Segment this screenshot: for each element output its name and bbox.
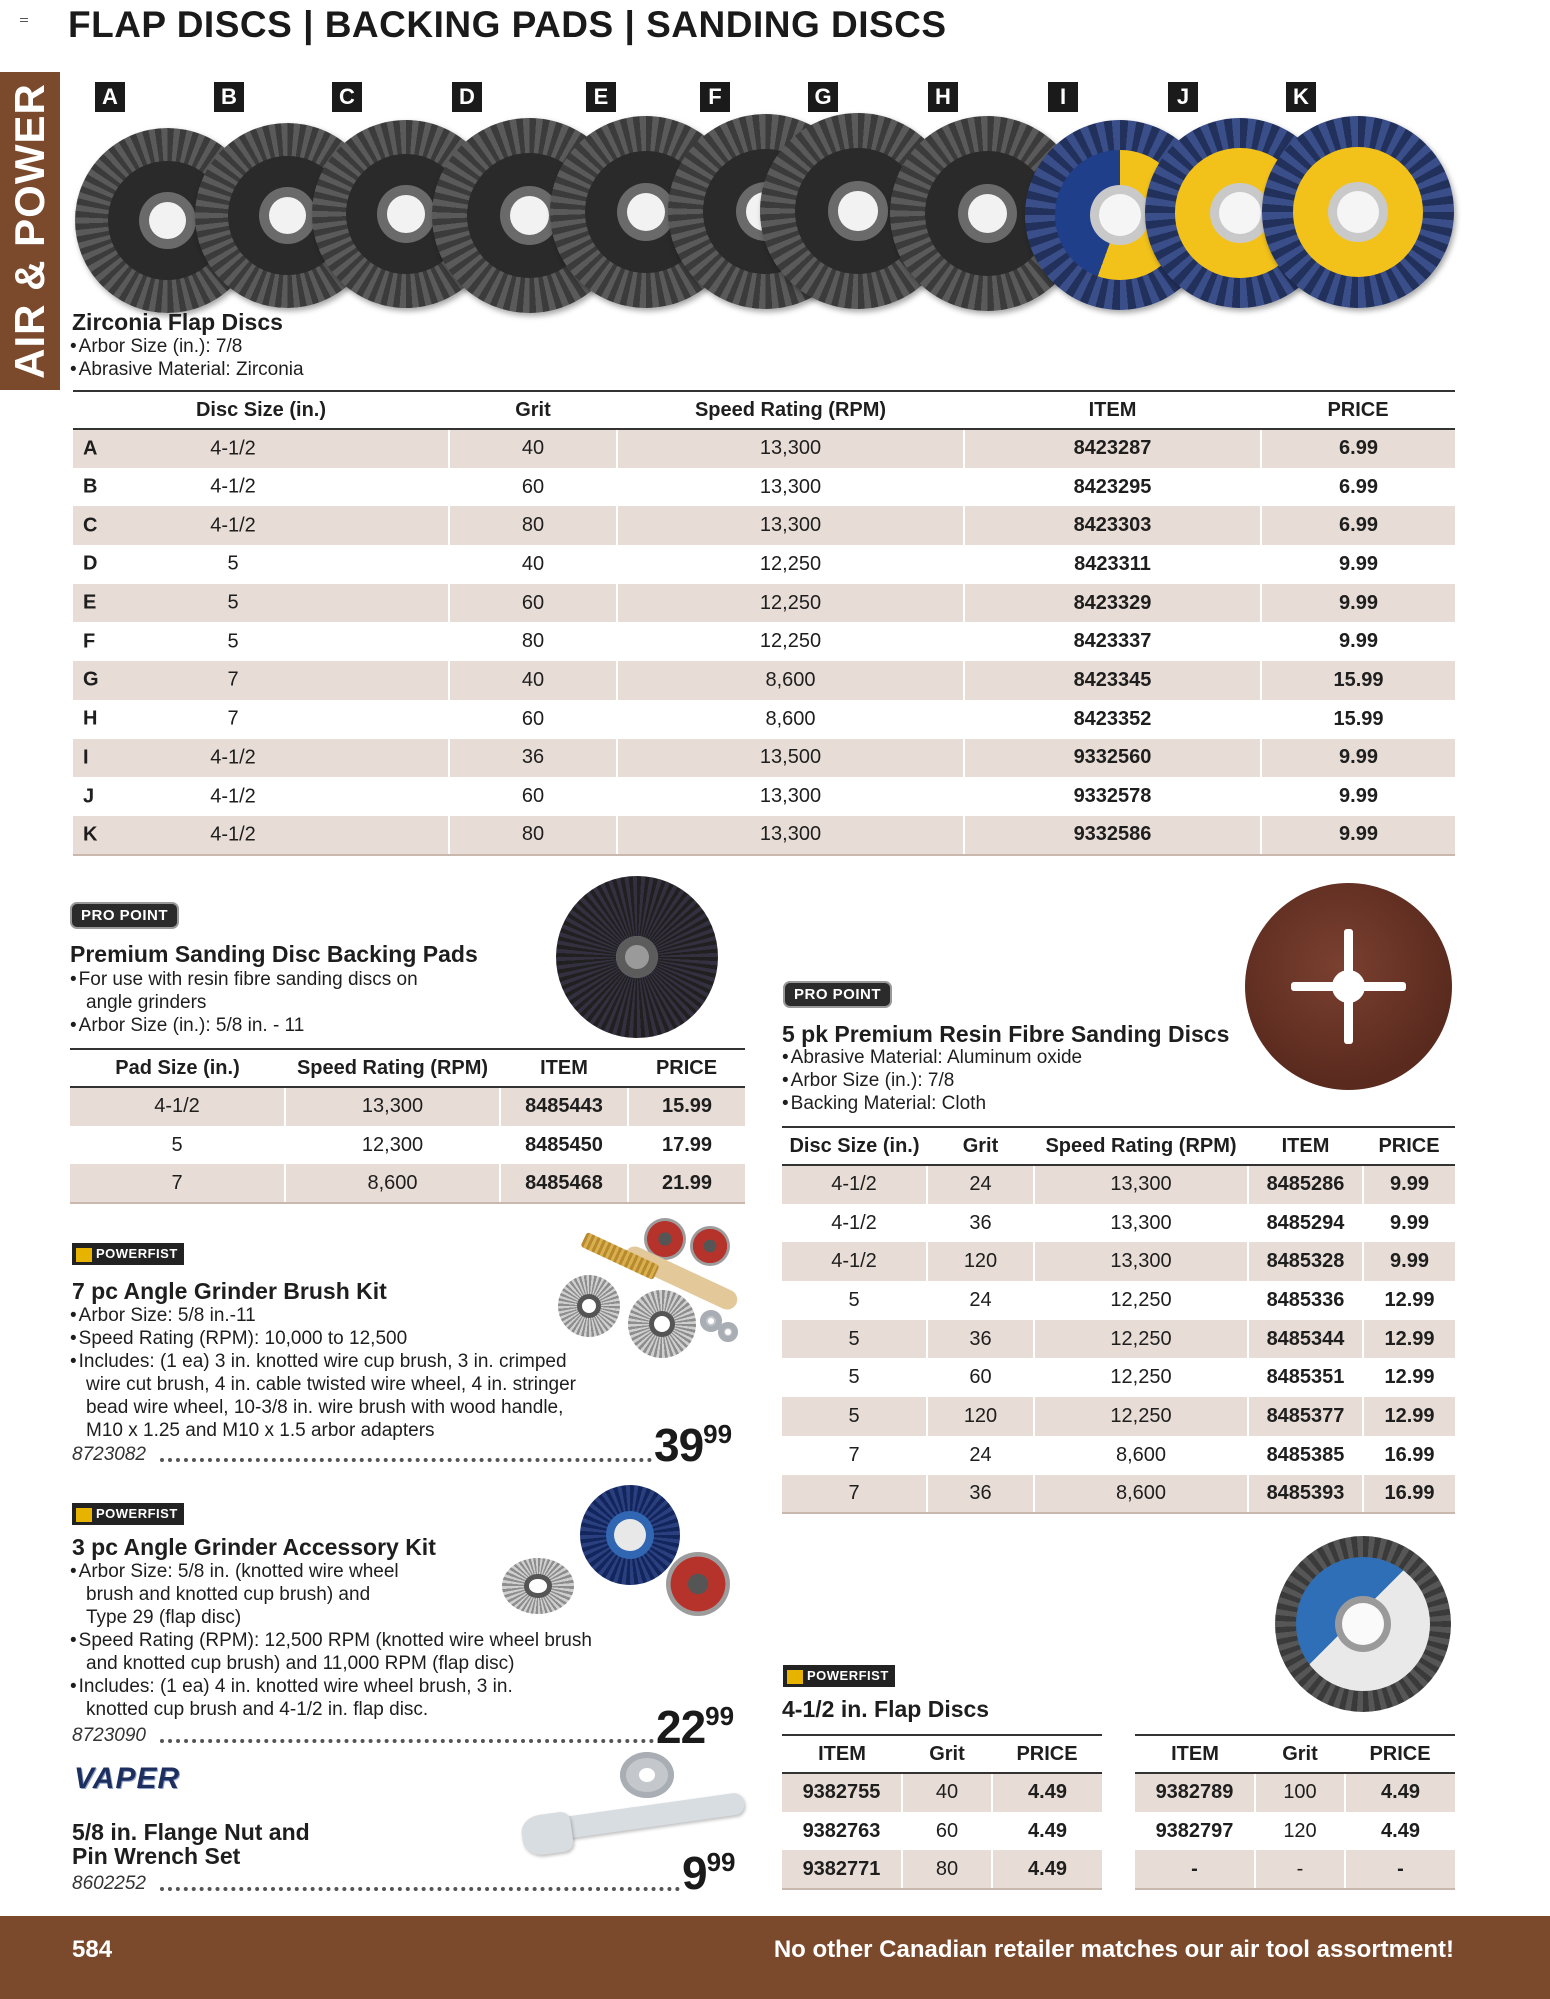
table-cell: 13,300 bbox=[285, 1087, 500, 1126]
backing-pads-bullets bbox=[70, 968, 418, 1037]
pin-wrench-head-image bbox=[519, 1811, 574, 1858]
table-cell bbox=[73, 777, 449, 816]
col-item: ITEM bbox=[500, 1049, 628, 1087]
flange-set-title: 5/8 in. Flange Nut and bbox=[72, 1819, 310, 1845]
pf-flap-table-left bbox=[782, 1734, 1102, 1890]
accessory-bullet: knotted cup brush and 4-1/2 in. flap disc. bbox=[86, 1699, 429, 1720]
footer-slogan: No other Canadian retailer matches our air tool assortment! bbox=[773, 1936, 1454, 1963]
row-letter: H bbox=[83, 707, 98, 730]
table-row bbox=[73, 700, 1455, 739]
row-letter: F bbox=[83, 630, 96, 653]
table-cell: 13,300 bbox=[617, 816, 964, 855]
table-cell: 15.99 bbox=[1333, 707, 1384, 730]
table-cell: 9.99 bbox=[1390, 1211, 1429, 1234]
table-row bbox=[73, 622, 1455, 661]
table-cell bbox=[73, 661, 449, 700]
zirconia-title: Zirconia Flap Discs bbox=[72, 309, 283, 335]
table-cell: 36 bbox=[449, 739, 617, 778]
table-row bbox=[73, 584, 1455, 623]
table-cell: 5 bbox=[70, 1126, 285, 1165]
table-cell: 60 bbox=[449, 584, 617, 623]
backing-bullet: • Arbor Size (in.): 5/8 in. - 11 bbox=[70, 1014, 418, 1037]
accessory-kit-title: 3 pc Angle Grinder Accessory Kit bbox=[72, 1534, 436, 1560]
table-cell: 24 bbox=[927, 1436, 1034, 1475]
table-cell: 9332560 bbox=[964, 739, 1261, 778]
disc-size-value: 4-1/2 bbox=[210, 785, 256, 808]
brush-kit-bullet: • Speed Rating (RPM): 10,000 to 12,500 bbox=[70, 1327, 576, 1350]
accessory-kit-sku: 8723090 bbox=[72, 1725, 146, 1746]
table-row bbox=[782, 1320, 1455, 1359]
col-price: PRICE bbox=[628, 1049, 745, 1087]
table-cell: 8,600 bbox=[1034, 1436, 1248, 1475]
brush-kit-bullets bbox=[70, 1304, 576, 1442]
table-cell: 7 bbox=[782, 1436, 927, 1475]
table-cell: 21.99 bbox=[628, 1164, 745, 1203]
disc-label-h: H bbox=[928, 82, 958, 112]
table-cell: 4-1/2 bbox=[782, 1242, 927, 1281]
table-row bbox=[782, 1242, 1455, 1281]
table-cell: 40 bbox=[449, 429, 617, 468]
row-letter: D bbox=[83, 552, 98, 575]
table-cell: 8485344 bbox=[1248, 1320, 1363, 1359]
disc-label-f: F bbox=[700, 82, 730, 112]
resin-disc-image bbox=[1245, 883, 1452, 1090]
disc-size-value: 4-1/2 bbox=[210, 823, 256, 846]
table-cell: 8485385 bbox=[1248, 1436, 1363, 1475]
disc-label-d: D bbox=[452, 82, 482, 112]
table-cell: 6.99 bbox=[1339, 475, 1378, 498]
table-cell: 60 bbox=[449, 468, 617, 507]
table-cell: 120 bbox=[1255, 1812, 1345, 1851]
table-row bbox=[70, 1126, 745, 1165]
accessory-kit-bullets bbox=[70, 1560, 592, 1721]
powerfist-logo: POWERFIST bbox=[783, 1665, 895, 1687]
table-cell: 60 bbox=[902, 1812, 992, 1851]
disc-label-b: B bbox=[214, 82, 244, 112]
zirconia-bullet: • Abrasive Material: Zirconia bbox=[70, 358, 304, 381]
table-row bbox=[782, 1204, 1455, 1243]
table-row bbox=[73, 777, 1455, 816]
table-cell bbox=[73, 739, 449, 778]
disc-label-c: C bbox=[332, 82, 362, 112]
pf-flap-title: 4-1/2 in. Flap Discs bbox=[782, 1696, 990, 1722]
zirconia-table bbox=[73, 390, 1455, 856]
table-cell: 8423352 bbox=[964, 700, 1261, 739]
table-row bbox=[782, 1475, 1455, 1514]
resin-discs-title: 5 pk Premium Resin Fibre Sanding Discs bbox=[782, 1021, 1230, 1047]
table-cell: 36 bbox=[927, 1320, 1034, 1359]
table-cell: 60 bbox=[927, 1358, 1034, 1397]
disc-label-a: A bbox=[95, 82, 125, 112]
wire-wheel-image bbox=[628, 1290, 696, 1358]
table-cell: 12.99 bbox=[1363, 1397, 1455, 1436]
backing-pad-image bbox=[556, 876, 718, 1038]
table-header-row bbox=[782, 1735, 1102, 1773]
table-cell: 12,250 bbox=[1034, 1358, 1248, 1397]
table-cell: 7 bbox=[782, 1475, 927, 1514]
table-cell: 13,300 bbox=[617, 506, 964, 545]
table-cell: 4-1/2 bbox=[782, 1204, 927, 1243]
disc-image-row bbox=[0, 78, 1550, 318]
disc-size-value: 4-1/2 bbox=[210, 514, 256, 537]
table-row bbox=[782, 1773, 1102, 1812]
disc-size-value: 4-1/2 bbox=[210, 475, 256, 498]
table-cell: 36 bbox=[927, 1475, 1034, 1514]
table-header-row bbox=[782, 1127, 1455, 1165]
disc-label-i: I bbox=[1048, 82, 1078, 112]
disc-size-value: 4-1/2 bbox=[210, 746, 256, 769]
accessory-bullet: • Speed Rating (RPM): 12,500 RPM (knotted wire wheel brush bbox=[70, 1629, 592, 1652]
table-cell bbox=[73, 622, 449, 661]
table-cell: 60 bbox=[449, 777, 617, 816]
table-cell: 8423345 bbox=[964, 661, 1261, 700]
table-cell: 9.99 bbox=[1261, 816, 1455, 855]
flange-set-price: $9^{99}$ bbox=[682, 1847, 736, 1899]
table-cell: 13,300 bbox=[1034, 1242, 1248, 1281]
col-price: PRICE bbox=[1363, 1127, 1455, 1165]
table-cell: 5 bbox=[782, 1397, 927, 1436]
table-cell: 36 bbox=[927, 1204, 1034, 1243]
table-cell bbox=[73, 468, 449, 507]
brush-kit-bullet: M10 x 1.25 and M10 x 1.5 arbor adapters bbox=[86, 1420, 435, 1441]
row-letter: C bbox=[83, 514, 98, 537]
cup-brush-image bbox=[690, 1226, 730, 1266]
table-cell: 12,250 bbox=[617, 584, 964, 623]
table-header-row bbox=[70, 1049, 745, 1087]
table-cell: 9.99 bbox=[1363, 1165, 1455, 1204]
table-cell: 100 bbox=[1255, 1773, 1345, 1812]
table-cell: 9.99 bbox=[1339, 785, 1378, 808]
row-letter: I bbox=[83, 746, 89, 769]
table-cell: 9.99 bbox=[1261, 739, 1455, 778]
table-cell: 17.99 bbox=[661, 1133, 713, 1156]
table-row bbox=[73, 506, 1455, 545]
table-cell bbox=[73, 545, 449, 584]
disc-image-k bbox=[1262, 116, 1454, 308]
table-cell: - bbox=[1135, 1850, 1255, 1889]
table-row bbox=[1135, 1812, 1455, 1851]
flap-disc-image bbox=[580, 1485, 680, 1585]
table-cell: 80 bbox=[449, 622, 617, 661]
disc-label-k: K bbox=[1286, 82, 1316, 112]
table-cell: 8,600 bbox=[617, 661, 964, 700]
disc-label-j: J bbox=[1168, 82, 1198, 112]
brush-kit-bullet: • Includes: (1 ea) 3 in. knotted wire cup brush, 3 in. crimped bbox=[70, 1350, 576, 1373]
backing-bullet: • For use with resin fibre sanding discs on bbox=[70, 968, 418, 991]
table-cell: 8,600 bbox=[285, 1164, 500, 1203]
zirconia-bullet: • Arbor Size (in.): 7/8 bbox=[70, 335, 304, 358]
table-cell: 24 bbox=[927, 1281, 1034, 1320]
brush-kit-title: 7 pc Angle Grinder Brush Kit bbox=[72, 1278, 387, 1304]
table-cell: 9382789 bbox=[1135, 1773, 1255, 1812]
backing-pads-title: Premium Sanding Disc Backing Pads bbox=[70, 941, 478, 967]
table-cell: 6.99 bbox=[1261, 506, 1455, 545]
table-cell: 4-1/2 bbox=[782, 1165, 927, 1204]
table-cell: 8423287 bbox=[964, 429, 1261, 468]
table-cell: - bbox=[1345, 1850, 1455, 1889]
table-row bbox=[782, 1397, 1455, 1436]
table-cell: 4.49 bbox=[1381, 1819, 1420, 1842]
row-letter: E bbox=[83, 591, 97, 614]
disc-size-value: 7 bbox=[227, 668, 239, 691]
table-cell: 8423311 bbox=[964, 545, 1261, 584]
table-cell: 80 bbox=[449, 506, 617, 545]
table-cell: 8485328 bbox=[1248, 1242, 1363, 1281]
table-cell: 9.99 bbox=[1339, 630, 1378, 653]
resin-bullet: • Arbor Size (in.): 7/8 bbox=[782, 1069, 1082, 1092]
col-price: PRICE bbox=[992, 1735, 1102, 1773]
col-grit: Grit bbox=[1255, 1735, 1345, 1773]
table-cell: 8,600 bbox=[617, 700, 964, 739]
table-header-row bbox=[1135, 1735, 1455, 1773]
table-cell: 13,300 bbox=[617, 468, 964, 507]
col-item: ITEM bbox=[1135, 1735, 1255, 1773]
table-cell: 8485377 bbox=[1248, 1397, 1363, 1436]
table-cell: 9.99 bbox=[1261, 584, 1455, 623]
row-letter: G bbox=[83, 668, 99, 691]
disc-size-value: 5 bbox=[227, 591, 239, 614]
table-cell: 24 bbox=[927, 1165, 1034, 1204]
col-speed: Speed Rating (RPM) bbox=[285, 1049, 500, 1087]
disc-size-value: 4-1/2 bbox=[210, 437, 256, 460]
row-letter: A bbox=[83, 437, 98, 460]
table-cell: 9.99 bbox=[1339, 552, 1378, 575]
pf-flap-disc-image bbox=[1275, 1536, 1451, 1712]
table-row bbox=[73, 429, 1455, 468]
table-cell: 4.49 bbox=[1345, 1773, 1455, 1812]
col-grit: Grit bbox=[927, 1127, 1034, 1165]
arbor-adapter-image bbox=[718, 1322, 738, 1342]
table-cell: 12,250 bbox=[1034, 1281, 1248, 1320]
disc-size-value: 7 bbox=[227, 707, 239, 730]
col-speed: Speed Rating (RPM) bbox=[1034, 1127, 1248, 1165]
section-tab-label: AIR & POWER bbox=[6, 83, 53, 379]
table-cell: 15.99 bbox=[1261, 661, 1455, 700]
table-cell: 120 bbox=[927, 1397, 1034, 1436]
table-row bbox=[782, 1436, 1455, 1475]
col-grit: Grit bbox=[902, 1735, 992, 1773]
table-cell: 8485351 bbox=[1248, 1358, 1363, 1397]
table-cell: 4.49 bbox=[1028, 1819, 1067, 1842]
table-cell: 8423329 bbox=[964, 584, 1261, 623]
disc-label-e: E bbox=[586, 82, 616, 112]
table-cell bbox=[73, 506, 449, 545]
brush-kit-bullet: • Arbor Size: 5/8 in.-11 bbox=[70, 1304, 576, 1327]
table-cell: 12,250 bbox=[617, 622, 964, 661]
table-row bbox=[73, 816, 1455, 855]
table-cell: 60 bbox=[449, 700, 617, 739]
table-cell: 12.99 bbox=[1363, 1320, 1455, 1359]
row-letter: J bbox=[83, 785, 95, 808]
table-cell: 4.49 bbox=[992, 1850, 1102, 1889]
table-cell: 5 bbox=[782, 1281, 927, 1320]
table-row bbox=[1135, 1773, 1455, 1812]
col-disc-size: Disc Size (in.) bbox=[73, 391, 449, 429]
flange-nut-image bbox=[620, 1752, 674, 1798]
table-cell: 12,300 bbox=[285, 1126, 500, 1165]
pro-point-logo: PRO POINT bbox=[783, 981, 892, 1008]
disc-size-value: 5 bbox=[227, 552, 239, 575]
table-cell: 4.49 bbox=[992, 1773, 1102, 1812]
corner-mark bbox=[20, 18, 28, 22]
accessory-bullet: brush and knotted cup brush) and bbox=[86, 1584, 371, 1605]
backing-bullet: angle grinders bbox=[86, 992, 207, 1013]
table-cell: 8485468 bbox=[500, 1164, 628, 1203]
col-speed: Speed Rating (RPM) bbox=[617, 391, 964, 429]
table-cell: 9.99 bbox=[1363, 1242, 1455, 1281]
table-cell bbox=[73, 584, 449, 623]
vaper-logo: VAPER bbox=[74, 1762, 181, 1795]
resin-discs-table bbox=[782, 1126, 1455, 1514]
table-cell bbox=[73, 429, 449, 468]
table-row bbox=[70, 1164, 745, 1203]
col-disc-size: Disc Size (in.) bbox=[782, 1127, 927, 1165]
table-header-row bbox=[73, 391, 1455, 429]
accessory-bullet: Type 29 (flap disc) bbox=[86, 1607, 242, 1628]
flange-set-sku: 8602252 bbox=[72, 1873, 146, 1894]
resin-bullet: • Backing Material: Cloth bbox=[782, 1092, 1082, 1115]
accessory-bullet: and knotted cup brush) and 11,000 RPM (flap disc) bbox=[86, 1653, 515, 1674]
disc-label-g: G bbox=[808, 82, 838, 112]
table-cell: 9382771 bbox=[782, 1850, 902, 1889]
row-letter: B bbox=[83, 475, 98, 498]
table-row bbox=[73, 545, 1455, 584]
table-cell: 40 bbox=[449, 661, 617, 700]
table-cell: 120 bbox=[927, 1242, 1034, 1281]
table-cell: 80 bbox=[449, 816, 617, 855]
table-row bbox=[782, 1281, 1455, 1320]
page-footer bbox=[0, 1916, 1550, 1999]
table-row bbox=[782, 1358, 1455, 1397]
brush-kit-bullet: wire cut brush, 4 in. cable twisted wire wheel, 4 in. stringer bbox=[86, 1374, 576, 1395]
powerfist-logo: POWERFIST bbox=[72, 1243, 184, 1265]
table-cell: 8485286 bbox=[1248, 1165, 1363, 1204]
table-cell: 8423303 bbox=[964, 506, 1261, 545]
table-cell: 9382763 bbox=[782, 1812, 902, 1851]
flange-set-title-line2: Pin Wrench Set bbox=[72, 1843, 241, 1869]
disc-size-value: 5 bbox=[227, 630, 239, 653]
page-title: FLAP DISCS | BACKING PADS | SANDING DISCS bbox=[68, 4, 947, 45]
table-cell: 40 bbox=[902, 1773, 992, 1812]
accessory-bullet: • Arbor Size: 5/8 in. (knotted wire wheel bbox=[70, 1560, 592, 1583]
col-pad-size: Pad Size (in.) bbox=[70, 1049, 285, 1087]
col-price: PRICE bbox=[1261, 391, 1455, 429]
table-row bbox=[70, 1087, 745, 1126]
table-cell bbox=[73, 700, 449, 739]
table-cell: 13,300 bbox=[1034, 1204, 1248, 1243]
brush-kit-price: $39^{99}$ bbox=[654, 1419, 733, 1471]
table-cell: 12.99 bbox=[1384, 1366, 1435, 1389]
table-cell: 8485336 bbox=[1248, 1281, 1363, 1320]
table-cell: 13,300 bbox=[1034, 1165, 1248, 1204]
table-cell: 8485450 bbox=[500, 1126, 628, 1165]
zirconia-bullets bbox=[70, 335, 304, 381]
table-cell: 8,600 bbox=[1034, 1475, 1248, 1514]
resin-discs-bullets bbox=[782, 1046, 1082, 1115]
table-cell: 8485393 bbox=[1248, 1475, 1363, 1514]
table-cell: 6.99 bbox=[1261, 429, 1455, 468]
table-cell: 16.99 bbox=[1384, 1443, 1435, 1466]
col-grit: Grit bbox=[449, 391, 617, 429]
table-cell: 5 bbox=[782, 1358, 927, 1397]
backing-pads-table bbox=[70, 1048, 745, 1204]
table-cell: 8485443 bbox=[500, 1087, 628, 1126]
table-cell: 12,250 bbox=[1034, 1397, 1248, 1436]
brush-kit-sku: 8723082 bbox=[72, 1444, 146, 1465]
table-row bbox=[782, 1165, 1455, 1204]
table-cell: - bbox=[1255, 1850, 1345, 1889]
powerfist-logo: POWERFIST bbox=[72, 1503, 184, 1525]
page-number: 584 bbox=[72, 1936, 113, 1963]
table-cell: 80 bbox=[902, 1850, 992, 1889]
table-cell: 12,250 bbox=[617, 545, 964, 584]
table-cell: 40 bbox=[449, 545, 617, 584]
resin-bullet: • Abrasive Material: Aluminum oxide bbox=[782, 1046, 1082, 1069]
table-cell: 9382755 bbox=[782, 1773, 902, 1812]
cup-brush-image bbox=[666, 1552, 730, 1616]
col-item: ITEM bbox=[964, 391, 1261, 429]
table-cell: 13,300 bbox=[617, 429, 964, 468]
table-cell: 9332578 bbox=[964, 777, 1261, 816]
pf-flap-table-right bbox=[1135, 1734, 1455, 1890]
table-cell: 7 bbox=[70, 1164, 285, 1203]
table-cell: 8423295 bbox=[964, 468, 1261, 507]
table-cell: 12.99 bbox=[1384, 1288, 1435, 1311]
table-row bbox=[782, 1812, 1102, 1851]
accessory-bullet: • Includes: (1 ea) 4 in. knotted wire wheel brush, 3 in. bbox=[70, 1675, 592, 1698]
table-row bbox=[73, 661, 1455, 700]
table-row bbox=[782, 1850, 1102, 1889]
dot-leader bbox=[160, 1458, 652, 1462]
col-item: ITEM bbox=[1248, 1127, 1363, 1165]
row-letter: K bbox=[83, 823, 98, 846]
pro-point-logo: PRO POINT bbox=[70, 902, 179, 929]
table-row bbox=[1135, 1850, 1455, 1889]
table-cell: 16.99 bbox=[1363, 1475, 1455, 1514]
table-cell: 12,250 bbox=[1034, 1320, 1248, 1359]
table-row bbox=[73, 468, 1455, 507]
table-cell: 8485294 bbox=[1248, 1204, 1363, 1243]
table-cell: 9332586 bbox=[964, 816, 1261, 855]
dot-leader bbox=[160, 1739, 654, 1743]
table-cell bbox=[73, 816, 449, 855]
table-cell: 13,500 bbox=[617, 739, 964, 778]
table-cell: 13,300 bbox=[617, 777, 964, 816]
table-cell: 8423337 bbox=[964, 622, 1261, 661]
col-item: ITEM bbox=[782, 1735, 902, 1773]
table-row bbox=[73, 739, 1455, 778]
table-cell: 9382797 bbox=[1135, 1812, 1255, 1851]
dot-leader bbox=[160, 1887, 680, 1891]
table-cell: 15.99 bbox=[628, 1087, 745, 1126]
brush-kit-bullet: bead wire wheel, 10-3/8 in. wire brush with wood handle, bbox=[86, 1397, 564, 1418]
col-price: PRICE bbox=[1345, 1735, 1455, 1773]
table-cell: 4-1/2 bbox=[70, 1087, 285, 1126]
table-cell: 5 bbox=[782, 1320, 927, 1359]
accessory-kit-price: $22^{99}$ bbox=[656, 1701, 735, 1753]
